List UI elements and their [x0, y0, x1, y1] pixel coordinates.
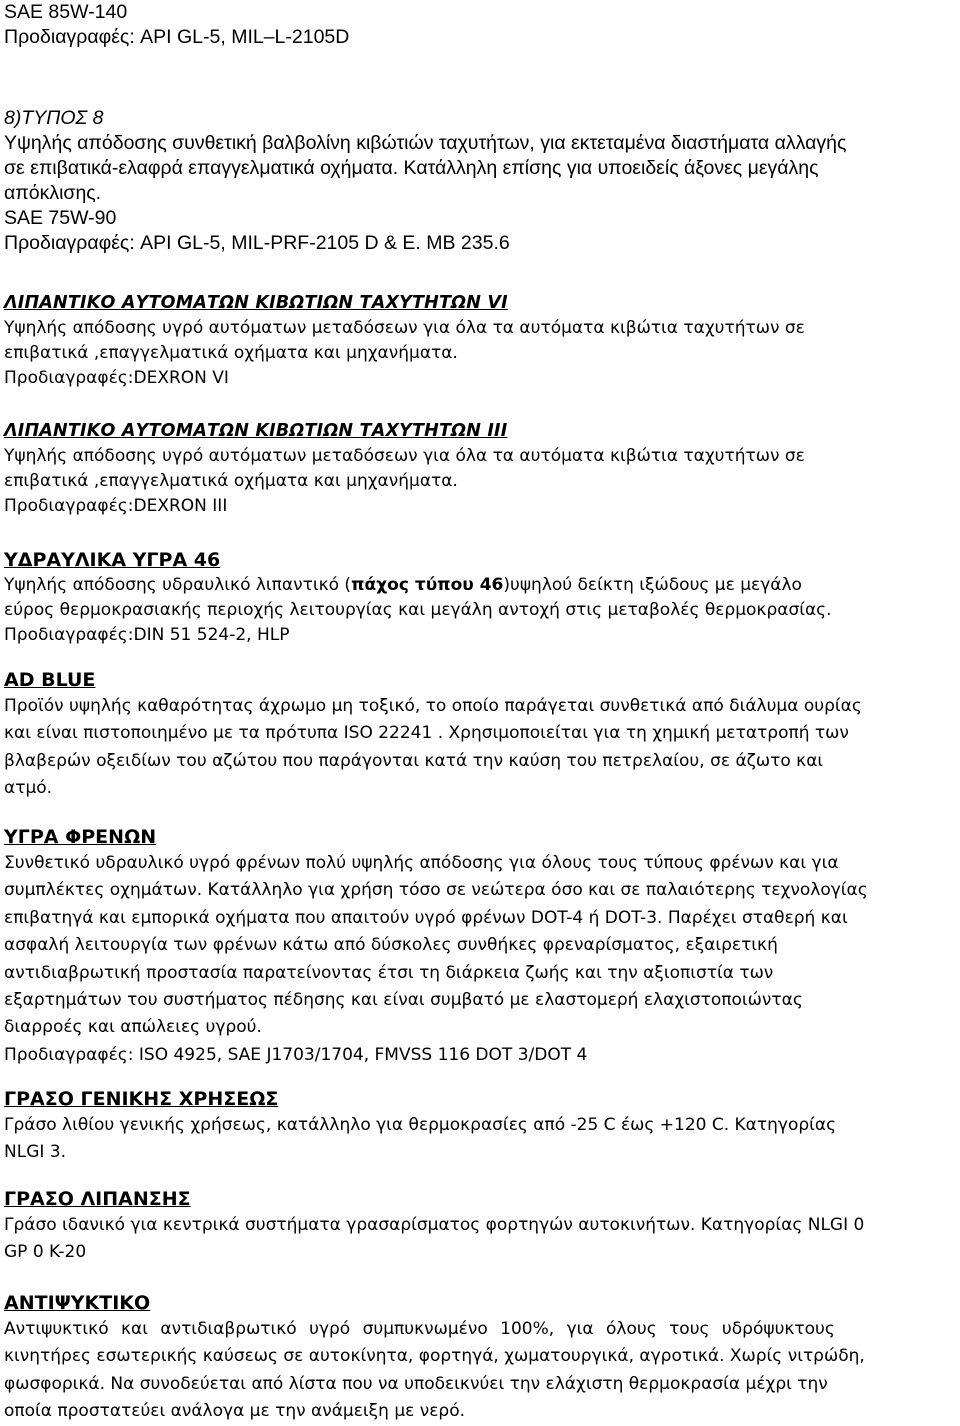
section-body-lube-grease: [4, 1212, 954, 1267]
body-line: σε επιβατικά-ελαφρά επαγγελματικά οχήματα. Κατάλληλη επίσης για υποειδείς άξονες μεγάλης: [4, 157, 819, 179]
section-title-adblue: AD BLUE: [4, 669, 96, 691]
body-line: Υψηλής απόδοσης συνθετική βαλβολίνη κιβώτιών ταχυτήτων, για εκτεταμένα διαστήματα αλλαγής: [4, 132, 847, 154]
body-line: διαρροές και απώλειες υγρού.: [4, 1017, 262, 1038]
section-title-brake-fluid: ΥΓΡΑ ΦΡΕΝΩΝ: [4, 826, 157, 848]
body-line: συμπλέκτες οχημάτων. Κατάλληλο για χρήση τόσο σε νεώτερα όσο και σε παλαιότερης τεχνολογίας: [4, 880, 868, 901]
body-line: Αντιψυκτικό και αντιδιαβρωτικό υγρό συμπυκνωμένο 100%, για όλους τους υδρόψυκτους: [4, 1319, 835, 1339]
body-line: και είναι πιστοποιημένο με τα πρότυπα ISO 22241 . Χρησιμοποιείται για τη χημική μετατροπή των: [4, 723, 849, 744]
body-line: αντιδιαβρωτική προστασία παρατείνοντας έτσι τη διάρκεια ζωής και την αξιοπιστία των: [4, 962, 774, 983]
body-line: Γράσο λιθίου γενικής χρήσεως, κατάλληλο για θερμοκρασίες από -25 C έως +120 C. Κατηγορίας: [4, 1115, 837, 1135]
section-body-adblue: [4, 693, 954, 803]
body-line: εξαρτημάτων του συστήματος πέδησης και είναι συμβατό με ελαστομερή ελαχιστοποιώντας: [4, 990, 803, 1011]
section-body-type8: [4, 131, 954, 256]
body-line: επιβατικά ,επαγγελματικά οχήματα και μηχανήματα.: [4, 471, 458, 491]
body-text-bold: πάχος τύπου 46: [351, 575, 504, 595]
viscosity-grade: SAE 85W-140: [4, 1, 128, 23]
body-line: Υψηλής απόδοσης υγρό αυτόματων μεταδόσεων για όλα τα αυτόματα κιβώτια ταχυτήτων σε: [4, 318, 805, 338]
body-text: )υψηλού δείκτη ιξώδους με μεγάλο: [503, 575, 802, 595]
spec-line: Προδιαγραφές:DEXRON VI: [4, 368, 229, 388]
section-hydraulic: [4, 547, 954, 648]
body-line: Προδιαγραφές: API GL-5, MIL-PRF-2105 D & E. MB 235.6: [4, 232, 510, 254]
body-line: ασφαλή λειτουργία των φρένων κάτω από δύσκολες συνθήκες φρεναρίσματος, εξαιρετική: [4, 935, 778, 956]
section-general-grease: [4, 1086, 954, 1167]
body-line: GP 0 K-20: [4, 1242, 87, 1263]
section-body-antifreeze: [4, 1316, 954, 1426]
section-title-lube-grease: ΓΡΑΣΟ ΛΙΠΑΝΣΗΣ: [4, 1188, 191, 1210]
section-title-hydraulic: ΥΔΡΑΥΛΙΚΑ ΥΓΡΑ 46: [4, 549, 221, 571]
body-line: Υψηλής απόδοσης υγρό αυτόματων μεταδόσεων για όλα τα αυτόματα κιβώτια ταχυτήτων σε: [4, 446, 805, 466]
body-line: κινητήρες εσωτερικής καύσεως σε αυτοκίνητα, φορτηγά, χωματουργικά, αγροτικά. Χωρίς νιτρώδη,: [4, 1346, 865, 1367]
section-lube-grease: [4, 1186, 954, 1267]
body-line: επιβατικά ,επαγγελματικά οχήματα και μηχανήματα.: [4, 343, 458, 363]
body-line: ατμό.: [4, 778, 53, 799]
section-body-hydraulic: [4, 573, 954, 648]
body-line: επιβατηγά και εμπορικά οχήματα που απαιτούν υγρό φρένων DOT-4 ή DOT-3. Παρέχει σταθερή και: [4, 907, 848, 928]
body-line: Γράσο ιδανικό για κεντρικά συστήματα γρασαρίσματος φορτηγών αυτοκινήτων. Κατηγορίας NLGI 0: [4, 1215, 865, 1235]
section-title-general-grease: ΓΡΑΣΟ ΓΕΝΙΚΗΣ ΧΡΗΣΕΩΣ: [4, 1088, 279, 1110]
body-line: SAE 75W-90: [4, 207, 117, 229]
spec-line: Προδιαγραφές:DEXRON III: [4, 496, 228, 516]
section-body-atf-iii: [4, 444, 954, 519]
body-line: Συνθετικό υδραυλικό υγρό φρένων πολύ υψηλής απόδοσης για όλους τους τύπους φρένων και για: [4, 853, 839, 873]
section-title-atf-iii: ΛΙΠΑΝΤΙΚΟ ΑΥΤΟΜΑΤΩΝ ΚΙΒΩΤΙΩΝ ΤΑΧΥΤΗΤΩΝ III: [4, 421, 508, 441]
body-line: φωσφορικά. Να συνοδεύεται από λίστα που να υποδεικνύει την ελάχιστη θερμοκρασία μέχρι την: [4, 1373, 828, 1394]
top-spec-block: [4, 0, 954, 50]
body-text: Υψηλής απόδοσης υδραυλικό λιπαντικό (: [4, 575, 352, 595]
section-atf-vi: [4, 290, 954, 391]
body-line: [4, 573, 954, 598]
section-title-atf-vi: ΛΙΠΑΝΤΙΚΟ ΑΥΤΟΜΑΤΩΝ ΚΙΒΩΤΙΩΝ ΤΑΧΥΤΗΤΩΝ VI: [4, 293, 508, 313]
section-brake-fluid: [4, 824, 954, 1069]
body-line: οποία προστατεύει ανάλογα με την ανάμειξη με νερό.: [4, 1401, 466, 1422]
section-adblue: [4, 667, 954, 803]
section-title-type8: 8)ΤΥΠΟΣ 8: [4, 107, 104, 129]
section-atf-iii: [4, 418, 954, 519]
spec-line: Προδιαγραφές: ISO 4925, SAE J1703/1704, FMVSS 116 DOT 3/DOT 4: [4, 1044, 588, 1065]
body-line: εύρος θερμοκρασιακής περιοχής λειτουργίας και μεγάλη αντοχή στις μεταβολές θερμοκρασίας.: [4, 600, 832, 620]
section-body-atf-vi: [4, 316, 954, 391]
section-type8: [4, 106, 954, 256]
section-antifreeze: [4, 1290, 954, 1426]
section-title-antifreeze: ΑΝΤΙΨΥΚΤΙΚΟ: [4, 1292, 151, 1314]
section-body-brake-fluid: [4, 850, 954, 1069]
body-line: βλαβερών οξειδίων του αζώτου που παράγονται κατά την καύση του πετρελαίου, σε άζωτο και: [4, 750, 824, 771]
body-line: απόκλισης.: [4, 182, 102, 204]
body-line: NLGI 3.: [4, 1142, 66, 1163]
section-body-general-grease: [4, 1112, 954, 1167]
spec-line: Προδιαγραφές: API GL-5, MIL–L-2105D: [4, 26, 350, 48]
spec-line: Προδιαγραφές:DIN 51 524-2, HLP: [4, 625, 290, 645]
body-line: Προϊόν υψηλής καθαρότητας άχρωμο μη τοξικό, το οποίο παράγεται συνθετικά από διάλυμα ουρίας: [4, 696, 862, 716]
